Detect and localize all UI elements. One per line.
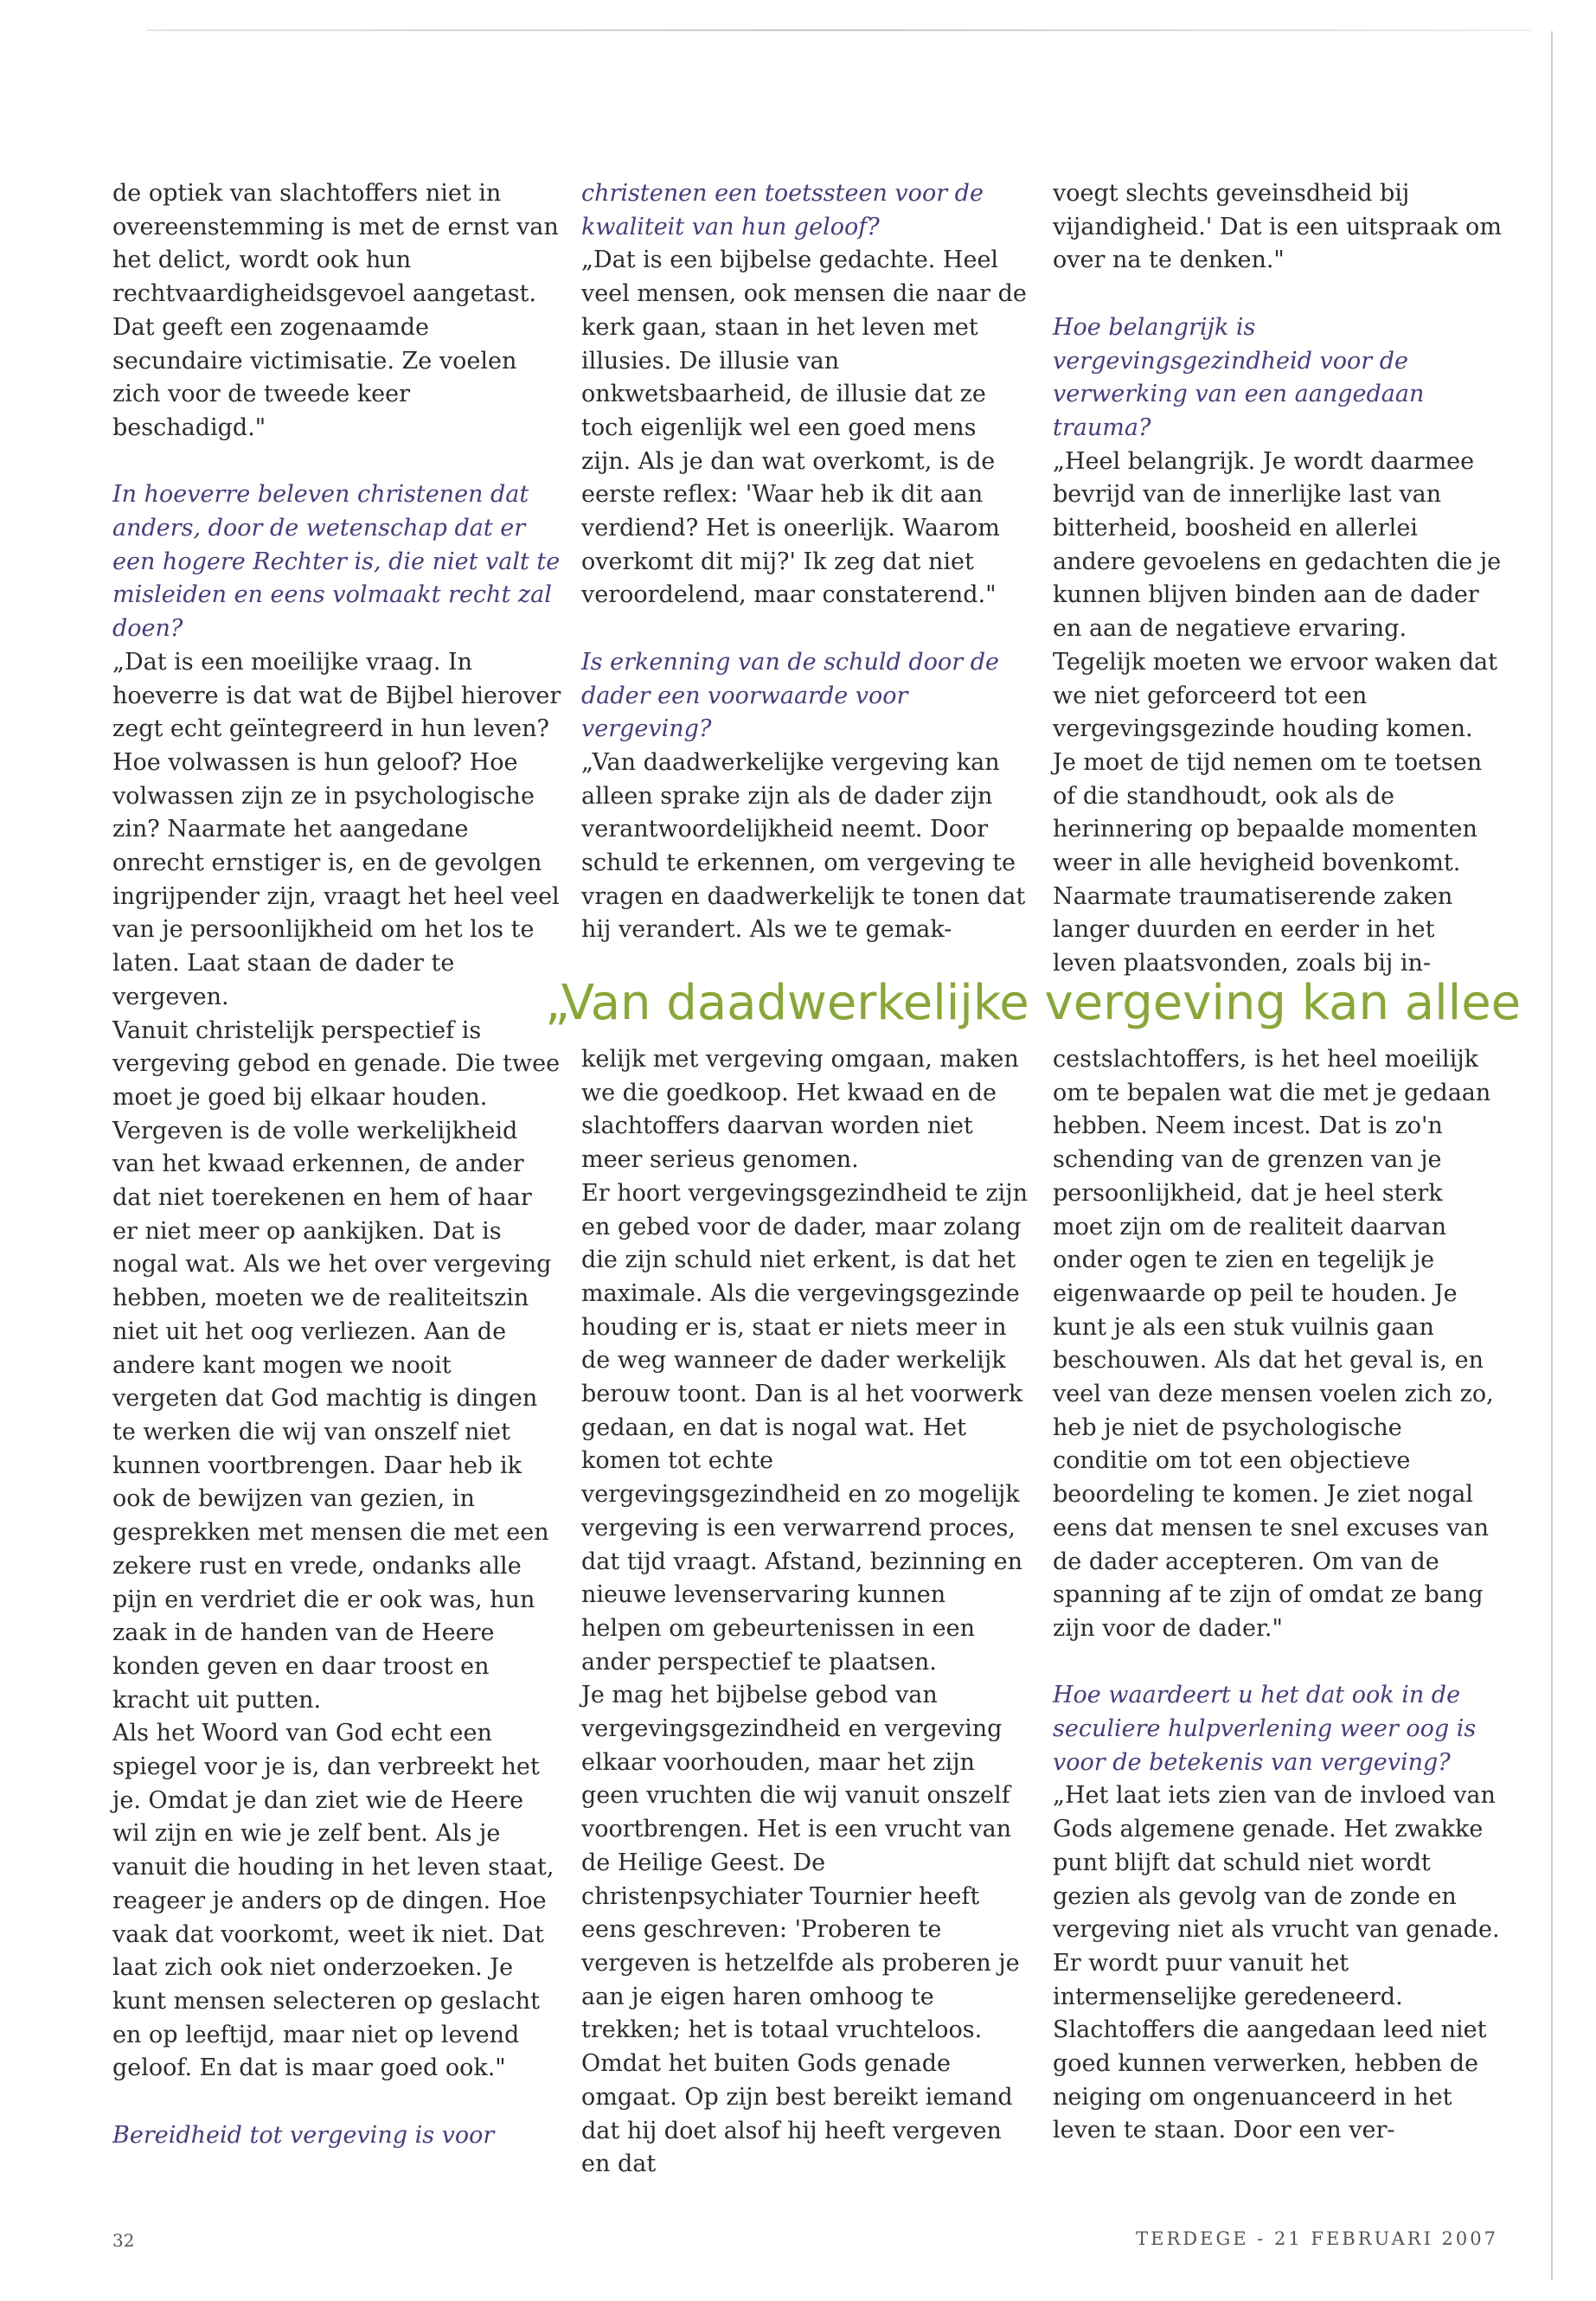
answer-paragraph: „Het laat iets zien van de invloed van Gods algemene genade. Het zwakke punt blijft dat schuld niet wordt gezien als gevolg van de zonde en vergeving niet als vrucht van genade. Er wordt puur vanuit het intermenselijke geredeneerd. Slachtoffers die aangedaan leed niet goed kunnen verwerken, hebben de neiging om ongenuanceerd in het leven te staan. Door een ver- <box>1053 1782 1500 2144</box>
column-3-bottom <box>1053 1043 1503 2148</box>
answer-paragraph: „Dat is een bijbelse gedachte. Heel veel mensen, ook mensen die naar de kerk gaan, staan in het leven met illusies. De illusie van onkwetsbaarheid, de illusie dat ze toch eigenlijk wel een goed mens zijn. Als je dan wat overkomt, is de eerste reflex: 'Waar heb ik dit aan verdiend? Het is oneerlijk. Waarom overkomt dit mij?' Ik zeg dat niet veroordelend, maar constaterend." <box>581 247 1027 609</box>
scan-edge-right <box>1551 31 1553 2280</box>
answer-paragraph: „Dat is een moeilijke vraag. In hoeverre is dat wat de Bijbel hierover zegt echt geïntegreerd in hun leven? Hoe volwassen is hun geloof? Hoe volwassen zijn ze in psychologische zin? Naarmate het aangedane onrecht ernstiger is, en de gevolgen ingrijpender zijn, vraagt het heel veel van je persoonlijkheid om het los te laten. Laat staan de dader te vergeven. <box>112 648 561 1010</box>
interview-question: Bereidheid tot vergeving is voor <box>112 2121 495 2149</box>
answer-paragraph: Er hoort vergevingsgezindheid te zijn en gebed voor de dader, maar zolang die zijn schuld niet erkent, is dat het maximale. Als die vergevingsgezinde houding er is, staat er niets meer in de weg wanneer de dader werkelijk berouw toont. Dan is al het voorwerk gedaan, en dat is nogal wat. Het komen tot echte vergevingsgezindheid en zo mogelijk vergeving is een verwarrend proces, dat tijd vraagt. Afstand, bezinning en nieuwe levenservaring kunnen helpen om gebeurtenissen in een ander perspectief te plaatsen. <box>581 1179 1028 1676</box>
answer-end-paragraph: voegt slechts geveinsdheid bij vijandigheid.' Dat is een uitspraak om over na te denken." <box>1053 180 1502 274</box>
answer-paragraph: „Van daadwerkelijke vergeving kan alleen sprake zijn als de dader zijn verantwoordelijkheid neemt. Door schuld te erkennen, om vergeving te vragen en daadwerkelijk te tonen dat hij verandert. Als we te gemak- <box>581 748 1026 944</box>
scan-edge-top <box>147 29 1531 31</box>
publication-footer: TERDEGE - 21 FEBRUARI 2007 <box>1136 2228 1498 2249</box>
column-1 <box>112 177 562 2152</box>
column-2-bottom <box>581 1043 1031 2182</box>
page-number: 32 <box>112 2230 135 2251</box>
answer-paragraph: „Heel belangrijk. Je wordt daarmee bevrijd van de innerlijke last van bitterheid, boosheid en allerlei andere gevoelens en gedachten die je kunnen blijven binden aan de dader en aan de negatieve ervaring. Tegelijk moeten we ervoor waken dat we niet geforceerd tot een vergevingsgezinde houding komen. Je moet de tijd nemen om te toetsen of die standhoudt, ook als de herinnering op bepaalde momenten weer in alle hevigheid bovenkomt. Naarmate traumatiserende zaken langer duurden en eerder in het leven plaatsvonden, zoals bij in- <box>1053 447 1502 977</box>
pull-quote: „Van daadwerkelijke vergeving kan allee <box>545 975 1522 1031</box>
column-2-top <box>581 177 1031 947</box>
interview-question: Hoe waardeert u het dat ook in de seculiere hulpverlening weer oog is voor de betekenis van vergeving? <box>1053 1682 1477 1776</box>
answer-paragraph: Als het Woord van God echt een spiegel voor je is, dan verbreekt het je. Omdat je dan ziet wie de Heere wil zijn en wie je zelf bent. Als je vanuit die houding in het leven staat, reageer je anders op de dingen. Hoe vaak dat voorkomt, weet ik niet. Dat laat zich ook niet onderzoeken. Je kunt mensen selecteren op geslacht en op leeftijd, maar niet op levend geloof. En dat is maar goed ook." <box>112 1720 554 2082</box>
interview-question: Hoe belangrijk is vergevingsgezindheid voor de verwerking van een aangedaan trauma? <box>1053 313 1425 441</box>
answer-paragraph: cestslachtoffers, is het heel moeilijk om te bepalen wat die met je gedaan hebben. Neem incest. Dat is zo'n schending van de grenzen van je persoonlijkheid, dat je heel sterk moet zijn om de realiteit daarvan onder ogen te zien en tegelijk je eigenwaarde op peil te houden. Je kunt je als een stuk vuilnis gaan beschouwen. Als dat het geval is, en veel van deze mensen voelen zich zo, heb je niet de psychologische conditie om tot een objectieve beoordeling te komen. Je ziet nogal eens dat mensen te snel excuses van de dader accepteren. Om van de spanning af te zijn of omdat ze bang zijn voor de dader." <box>1053 1046 1494 1642</box>
answer-end-paragraph: de optiek van slachtoffers niet in overeenstemming is met de ernst van het delict, wordt ook hun rechtvaardigheidsgevoel aangetast. Dat geeft een zogenaamde secundaire victimisatie. Ze voelen zich voor de tweede keer beschadigd." <box>112 180 559 441</box>
interview-question: christenen een toetssteen voor de kwaliteit van hun geloof? <box>581 180 984 240</box>
interview-question: In hoeverre beleven christenen dat anders, door de wetenschap dat er een hogere Rechter is, die niet valt te misleiden en eens volmaakt recht zal doen? <box>112 481 561 643</box>
answer-paragraph: kelijk met vergeving omgaan, maken we die goedkoop. Het kwaad en de slachtoffers daarvan worden niet meer serieus genomen. <box>581 1046 1019 1174</box>
answer-paragraph: Vanuit christelijk perspectief is vergeving gebod en genade. Die twee moet je goed bij elkaar houden. Vergeven is de volle werkelijkheid van het kwaad erkennen, de ander dat niet toerekenen en hem of haar er niet meer op aankijken. Dat is nogal wat. Als we het over vergeving hebben, moeten we de realiteitszin niet uit het oog verliezen. Aan de andere kant mogen we nooit vergeten dat God machtig is dingen te werken die wij van onszelf niet kunnen voortbrengen. Daar heb ik ook de bewijzen van gezien, in gesprekken met mensen die met een zekere rust en vrede, ondanks alle pijn en verdriet die er ook was, hun zaak in de handen van de Heere konden geven en daar troost en kracht uit putten. <box>112 1016 561 1714</box>
answer-paragraph: Je mag het bijbelse gebod van vergevingsgezindheid en vergeving elkaar voorhouden, maar het zijn geen vruchten die wij vanuit onszelf voortbrengen. Het is een vrucht van de Heilige Geest. De christenpsychiater Tournier heeft eens geschreven: 'Proberen te vergeven is hetzelfde als proberen je aan je eigen haren omhoog te trekken; het is totaal vruchteloos. Omdat het buiten Gods genade omgaat. Op zijn best bereikt iemand dat hij doet alsof hij heeft vergeven en dat <box>581 1682 1020 2178</box>
interview-question: Is erkenning van de schuld door de dader een voorwaarde voor vergeving? <box>581 648 999 743</box>
column-3-top <box>1053 177 1503 981</box>
